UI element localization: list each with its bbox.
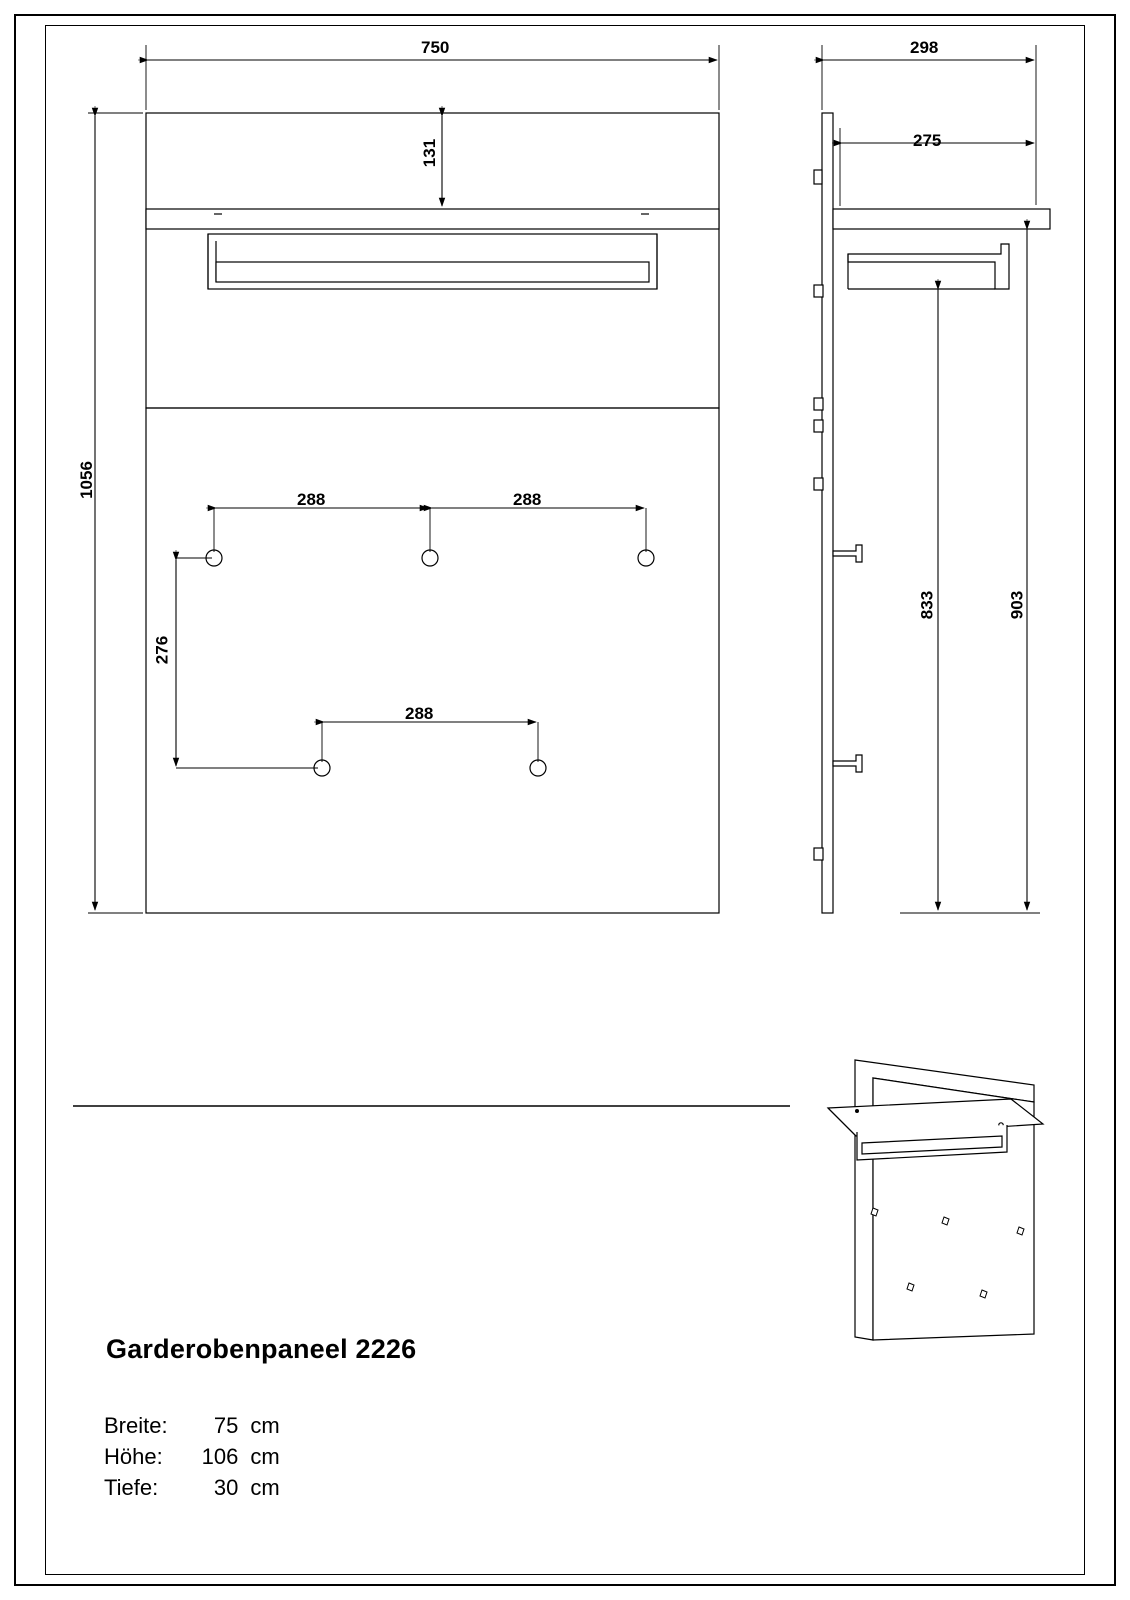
spec-label-hoehe: Höhe: [104, 1444, 163, 1469]
dim-front-hook-spacing-upper-left: 288 [297, 490, 326, 509]
specifications [104, 1410, 280, 1503]
spec-label-tiefe: Tiefe: [104, 1475, 159, 1500]
spec-label-breite: Breite: [104, 1413, 168, 1438]
spec-row-tiefe [104, 1472, 280, 1503]
dim-front-hook-row-vertical: 276 [152, 635, 172, 665]
spec-value-hoehe: 106 [201, 1444, 239, 1469]
spec-unit-hoehe: cm [250, 1444, 280, 1469]
dim-side-shelf-depth: 275 [913, 131, 942, 150]
spec-value-breite: 75 [213, 1413, 239, 1438]
dim-front-overall-height: 1056 [77, 461, 96, 499]
dim-side-overall-depth: 298 [910, 38, 939, 57]
dim-front-hook-spacing-upper-right: 288 [513, 490, 542, 509]
spec-row-hoehe [104, 1441, 280, 1472]
dim-front-hook-spacing-lower: 288 [405, 704, 434, 723]
dim-front-shelf-offset-top: 131 [420, 138, 439, 168]
dim-front-overall-width: 750 [421, 38, 450, 57]
spec-value-tiefe: 30 [213, 1475, 239, 1500]
spec-unit-breite: cm [250, 1413, 280, 1438]
dim-side-shelf-height: 903 [1007, 590, 1027, 620]
spec-unit-tiefe: cm [250, 1475, 280, 1500]
dim-side-rail-height: 833 [917, 590, 937, 620]
page-title: Garderobenpaneel 2226 [106, 1334, 417, 1364]
spec-row-breite [104, 1410, 280, 1441]
